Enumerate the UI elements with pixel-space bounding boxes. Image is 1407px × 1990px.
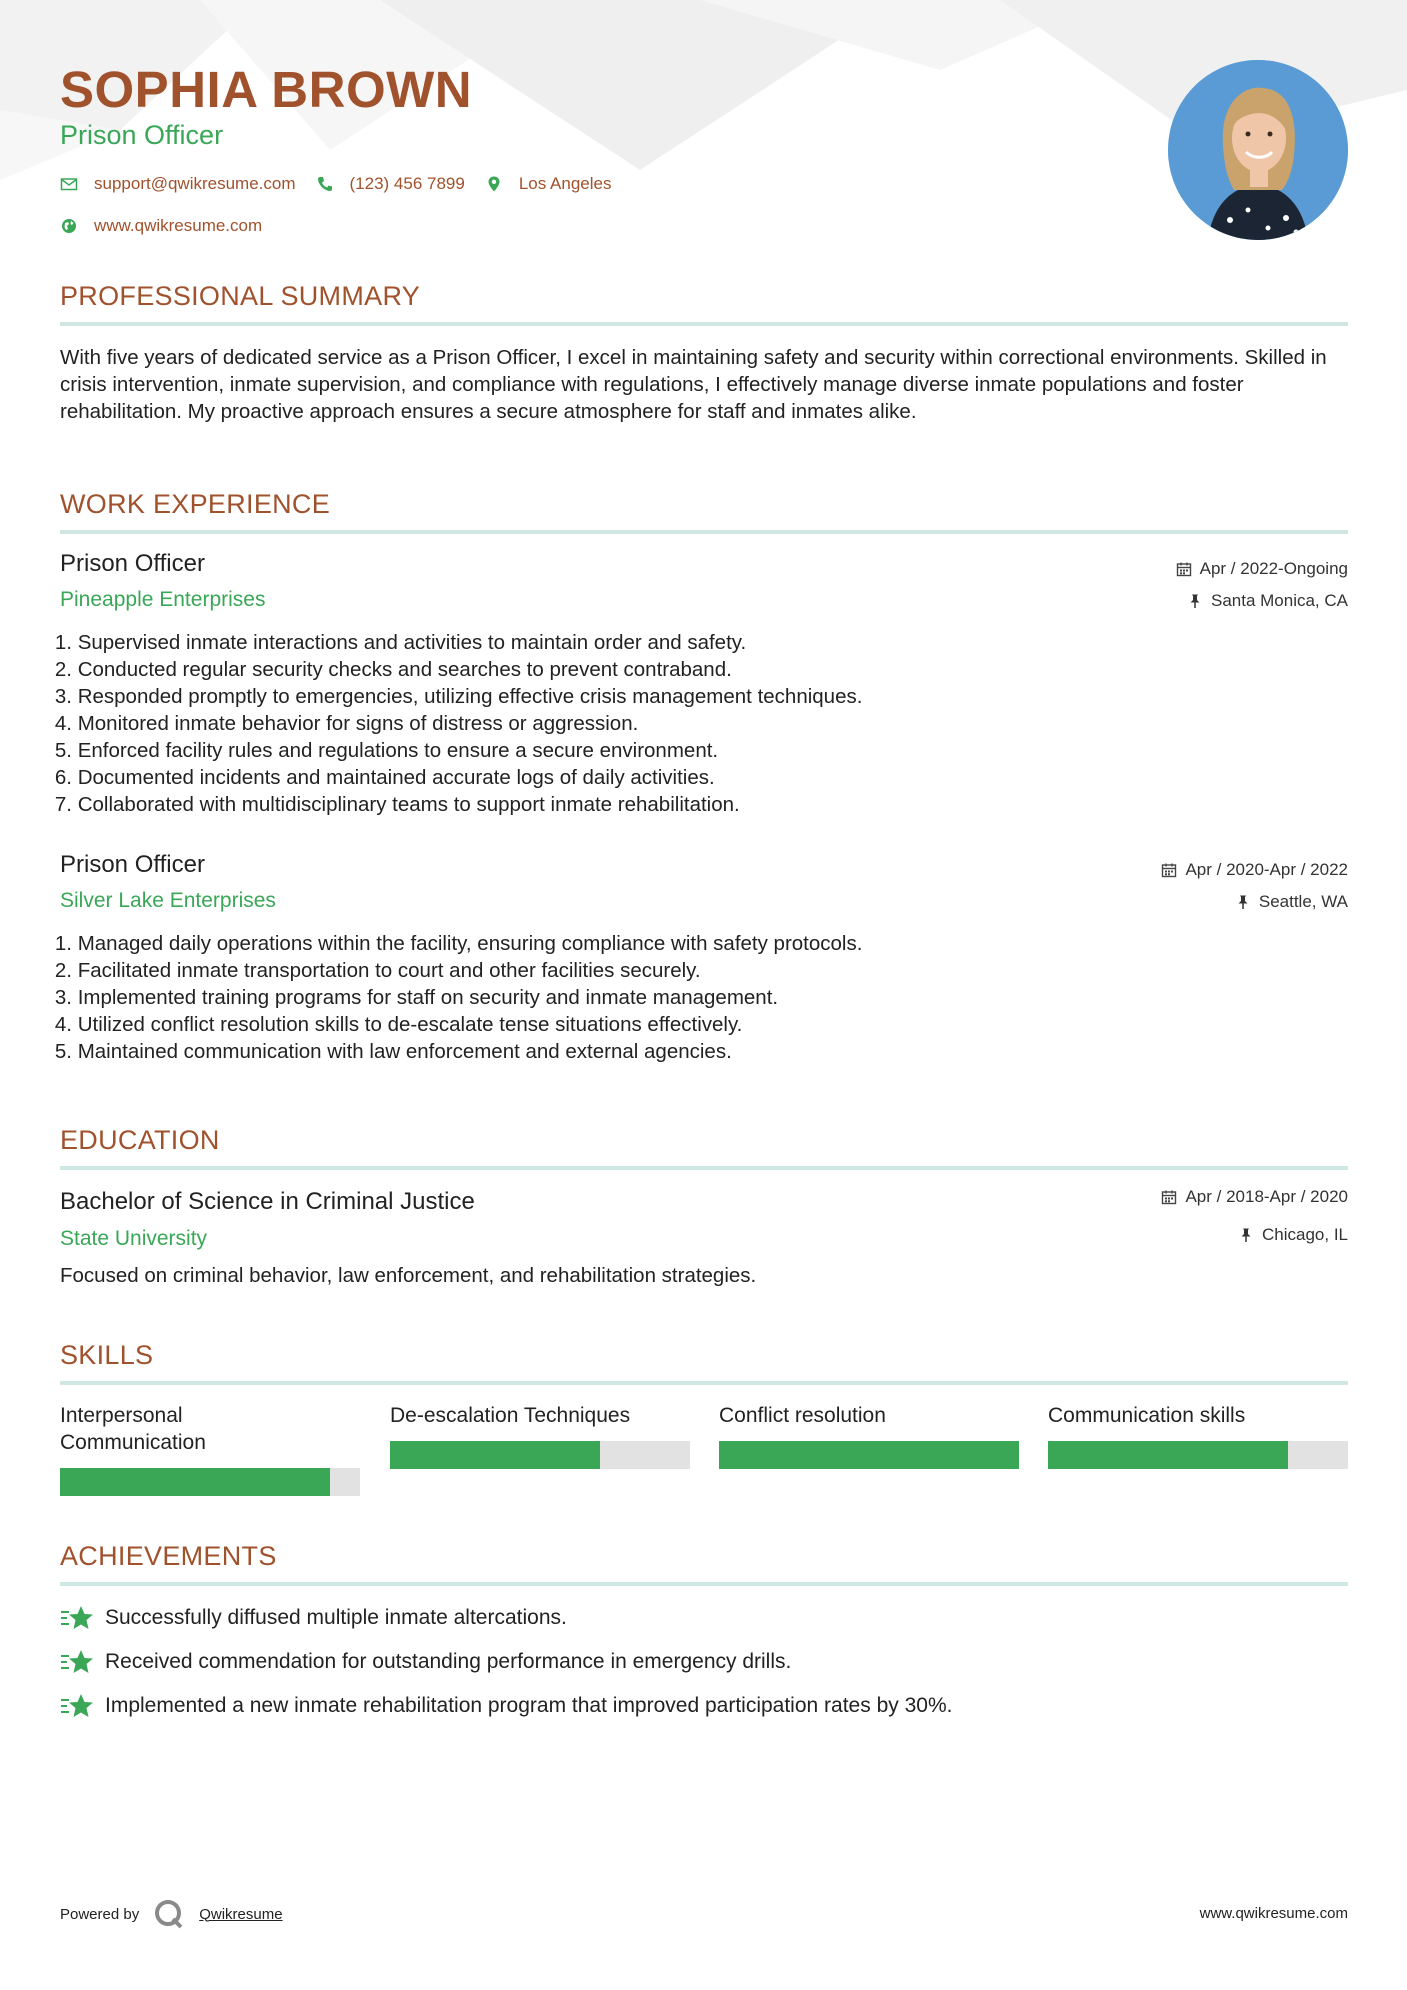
skills-divider <box>60 1381 1348 1385</box>
education-location <box>1238 1225 1348 1245</box>
job-title: Prison Officer <box>60 851 205 878</box>
contact-email[interactable] <box>60 174 296 194</box>
calendar-icon <box>1161 1189 1177 1205</box>
education-heading: EDUCATION <box>60 1125 220 1155</box>
degree-title: Bachelor of Science in Criminal Justice <box>60 1188 475 1215</box>
achievement-item <box>60 1692 952 1720</box>
candidate-role: Prison Officer <box>60 120 224 150</box>
job-dates <box>1176 559 1348 579</box>
phone-icon <box>316 175 334 193</box>
job-dates <box>1161 860 1348 880</box>
pushpin-icon <box>1238 1227 1254 1243</box>
contact-location <box>485 174 612 194</box>
job-title: Prison Officer <box>60 550 205 577</box>
map-pin-icon <box>485 175 503 193</box>
achievement-text: Successfully diffused multiple inmate altercations. <box>105 1606 567 1629</box>
location-text: Los Angeles <box>518 174 612 193</box>
education-dates-text: Apr / 2018-Apr / 2020 <box>1185 1187 1348 1206</box>
list-item: 1. Supervised inmate interactions and activities to maintain order and safety. <box>54 631 747 654</box>
profile-photo-illustration <box>1168 60 1348 240</box>
education-dates <box>1161 1187 1348 1207</box>
summary-heading: PROFESSIONAL SUMMARY <box>60 281 421 311</box>
job-dates-text: Apr / 2022-Ongoing <box>1199 559 1348 578</box>
phone-text: (123) 456 7899 <box>349 174 465 193</box>
skill-item <box>719 1402 1019 1429</box>
globe-icon <box>60 217 78 235</box>
education-description: Focused on criminal behavior, law enforcement, and rehabilitation strategies. <box>60 1264 757 1287</box>
contact-row-website <box>60 214 282 238</box>
list-item: 6. Documented incidents and maintained accurate logs of daily activities. <box>54 766 715 789</box>
contact-website[interactable] <box>60 216 262 236</box>
list-item: 4. Utilized conflict resolution skills to de-escalate tense situations effectively. <box>54 1013 743 1036</box>
job-responsibilities <box>54 629 1348 818</box>
job-location-text: Santa Monica, CA <box>1210 591 1348 610</box>
job-company: Pineapple Enterprises <box>60 588 266 611</box>
experience-heading: WORK EXPERIENCE <box>60 489 331 519</box>
list-item: 7. Collaborated with multidisciplinary teams to support inmate rehabilitation. <box>54 793 740 816</box>
list-item: 1. Managed daily operations within the facility, ensuring compliance with safety protocols. <box>54 932 863 955</box>
summary-text: With five years of dedicated service as a Prison Officer, I excel in maintaining safety and security within correctional environments. Skilled in crisis intervention, inmate supervision, and compliance with regulations, I effectively manage diverse inmate populations and foster rehabilitation. My proactive approach ensures a secure atmosphere for staff and inmates alike. <box>60 346 1327 423</box>
list-item: 5. Enforced facility rules and regulations to ensure a secure environment. <box>54 739 719 762</box>
job-location <box>1235 892 1348 912</box>
footer-website[interactable]: www.qwikresume.com <box>1199 1905 1348 1922</box>
pushpin-icon <box>1235 894 1251 910</box>
skill-name: De-escalation Techniques <box>390 1404 631 1427</box>
skill-bar <box>1048 1441 1348 1469</box>
qwikresume-link[interactable]: Qwikresume <box>199 1905 283 1923</box>
job-responsibilities <box>54 930 1348 1065</box>
summary-divider <box>60 322 1348 326</box>
list-item: 5. Maintained communication with law enforcement and external agencies. <box>54 1040 732 1063</box>
skill-item <box>390 1402 690 1429</box>
achievement-text: Implemented a new inmate rehabilitation program that improved participation rates by 30%. <box>105 1694 953 1717</box>
skills-heading: SKILLS <box>60 1340 154 1370</box>
education-divider <box>60 1166 1348 1170</box>
school-name: State University <box>60 1227 208 1250</box>
achievement-item <box>60 1604 567 1632</box>
achievement-text: Received commendation for outstanding performance in emergency drills. <box>105 1650 792 1673</box>
skill-bar <box>60 1468 360 1496</box>
skill-item <box>60 1402 360 1456</box>
list-item: 3. Responded promptly to emergencies, utilizing effective crisis management techniques. <box>54 685 863 708</box>
list-item: 2. Facilitated inmate transportation to court and other facilities securely. <box>54 959 701 982</box>
website-text: www.qwikresume.com <box>94 216 263 235</box>
job-location-text: Seattle, WA <box>1258 892 1348 911</box>
skill-bar-fill <box>390 1441 600 1469</box>
achievement-item <box>60 1648 791 1676</box>
calendar-icon <box>1161 862 1177 878</box>
contact-row <box>60 172 631 196</box>
skill-bar-fill <box>719 1441 1019 1469</box>
envelope-icon <box>60 175 78 193</box>
skill-bar <box>719 1441 1019 1469</box>
footer-branding <box>60 1898 283 1930</box>
list-item: 2. Conducted regular security checks and searches to prevent contraband. <box>54 658 732 681</box>
job-location <box>1187 591 1348 611</box>
list-item: 3. Implemented training programs for staff on security and inmate management. <box>54 986 779 1009</box>
contact-phone[interactable] <box>316 174 465 194</box>
skill-name: Interpersonal <box>60 1404 183 1427</box>
skill-name-line2: Communication <box>60 1431 206 1454</box>
education-location-text: Chicago, IL <box>1262 1225 1348 1244</box>
profile-photo <box>1168 60 1348 240</box>
job-company: Silver Lake Enterprises <box>60 889 276 912</box>
achievements-heading: ACHIEVEMENTS <box>60 1541 277 1571</box>
pushpin-icon <box>1187 593 1203 609</box>
skill-item <box>1048 1402 1348 1429</box>
experience-divider <box>60 530 1348 534</box>
achievements-divider <box>60 1582 1348 1586</box>
star-icon <box>60 1648 94 1676</box>
candidate-name: SOPHIA BROWN <box>60 61 473 118</box>
list-item: 4. Monitored inmate behavior for signs of distress or aggression. <box>54 712 639 735</box>
job-dates-text: Apr / 2020-Apr / 2022 <box>1185 860 1348 879</box>
qwikresume-logo-icon <box>153 1898 185 1930</box>
star-icon <box>60 1604 94 1632</box>
calendar-icon <box>1176 561 1192 577</box>
skill-bar <box>390 1441 690 1469</box>
skill-bar-fill <box>60 1468 330 1496</box>
skill-bar-fill <box>1048 1441 1288 1469</box>
powered-by-label: Powered by <box>60 1905 140 1923</box>
skill-name: Conflict resolution <box>719 1404 886 1427</box>
star-icon <box>60 1692 94 1720</box>
skill-name: Communication skills <box>1048 1404 1246 1427</box>
email-text: support@qwikresume.com <box>94 174 296 193</box>
